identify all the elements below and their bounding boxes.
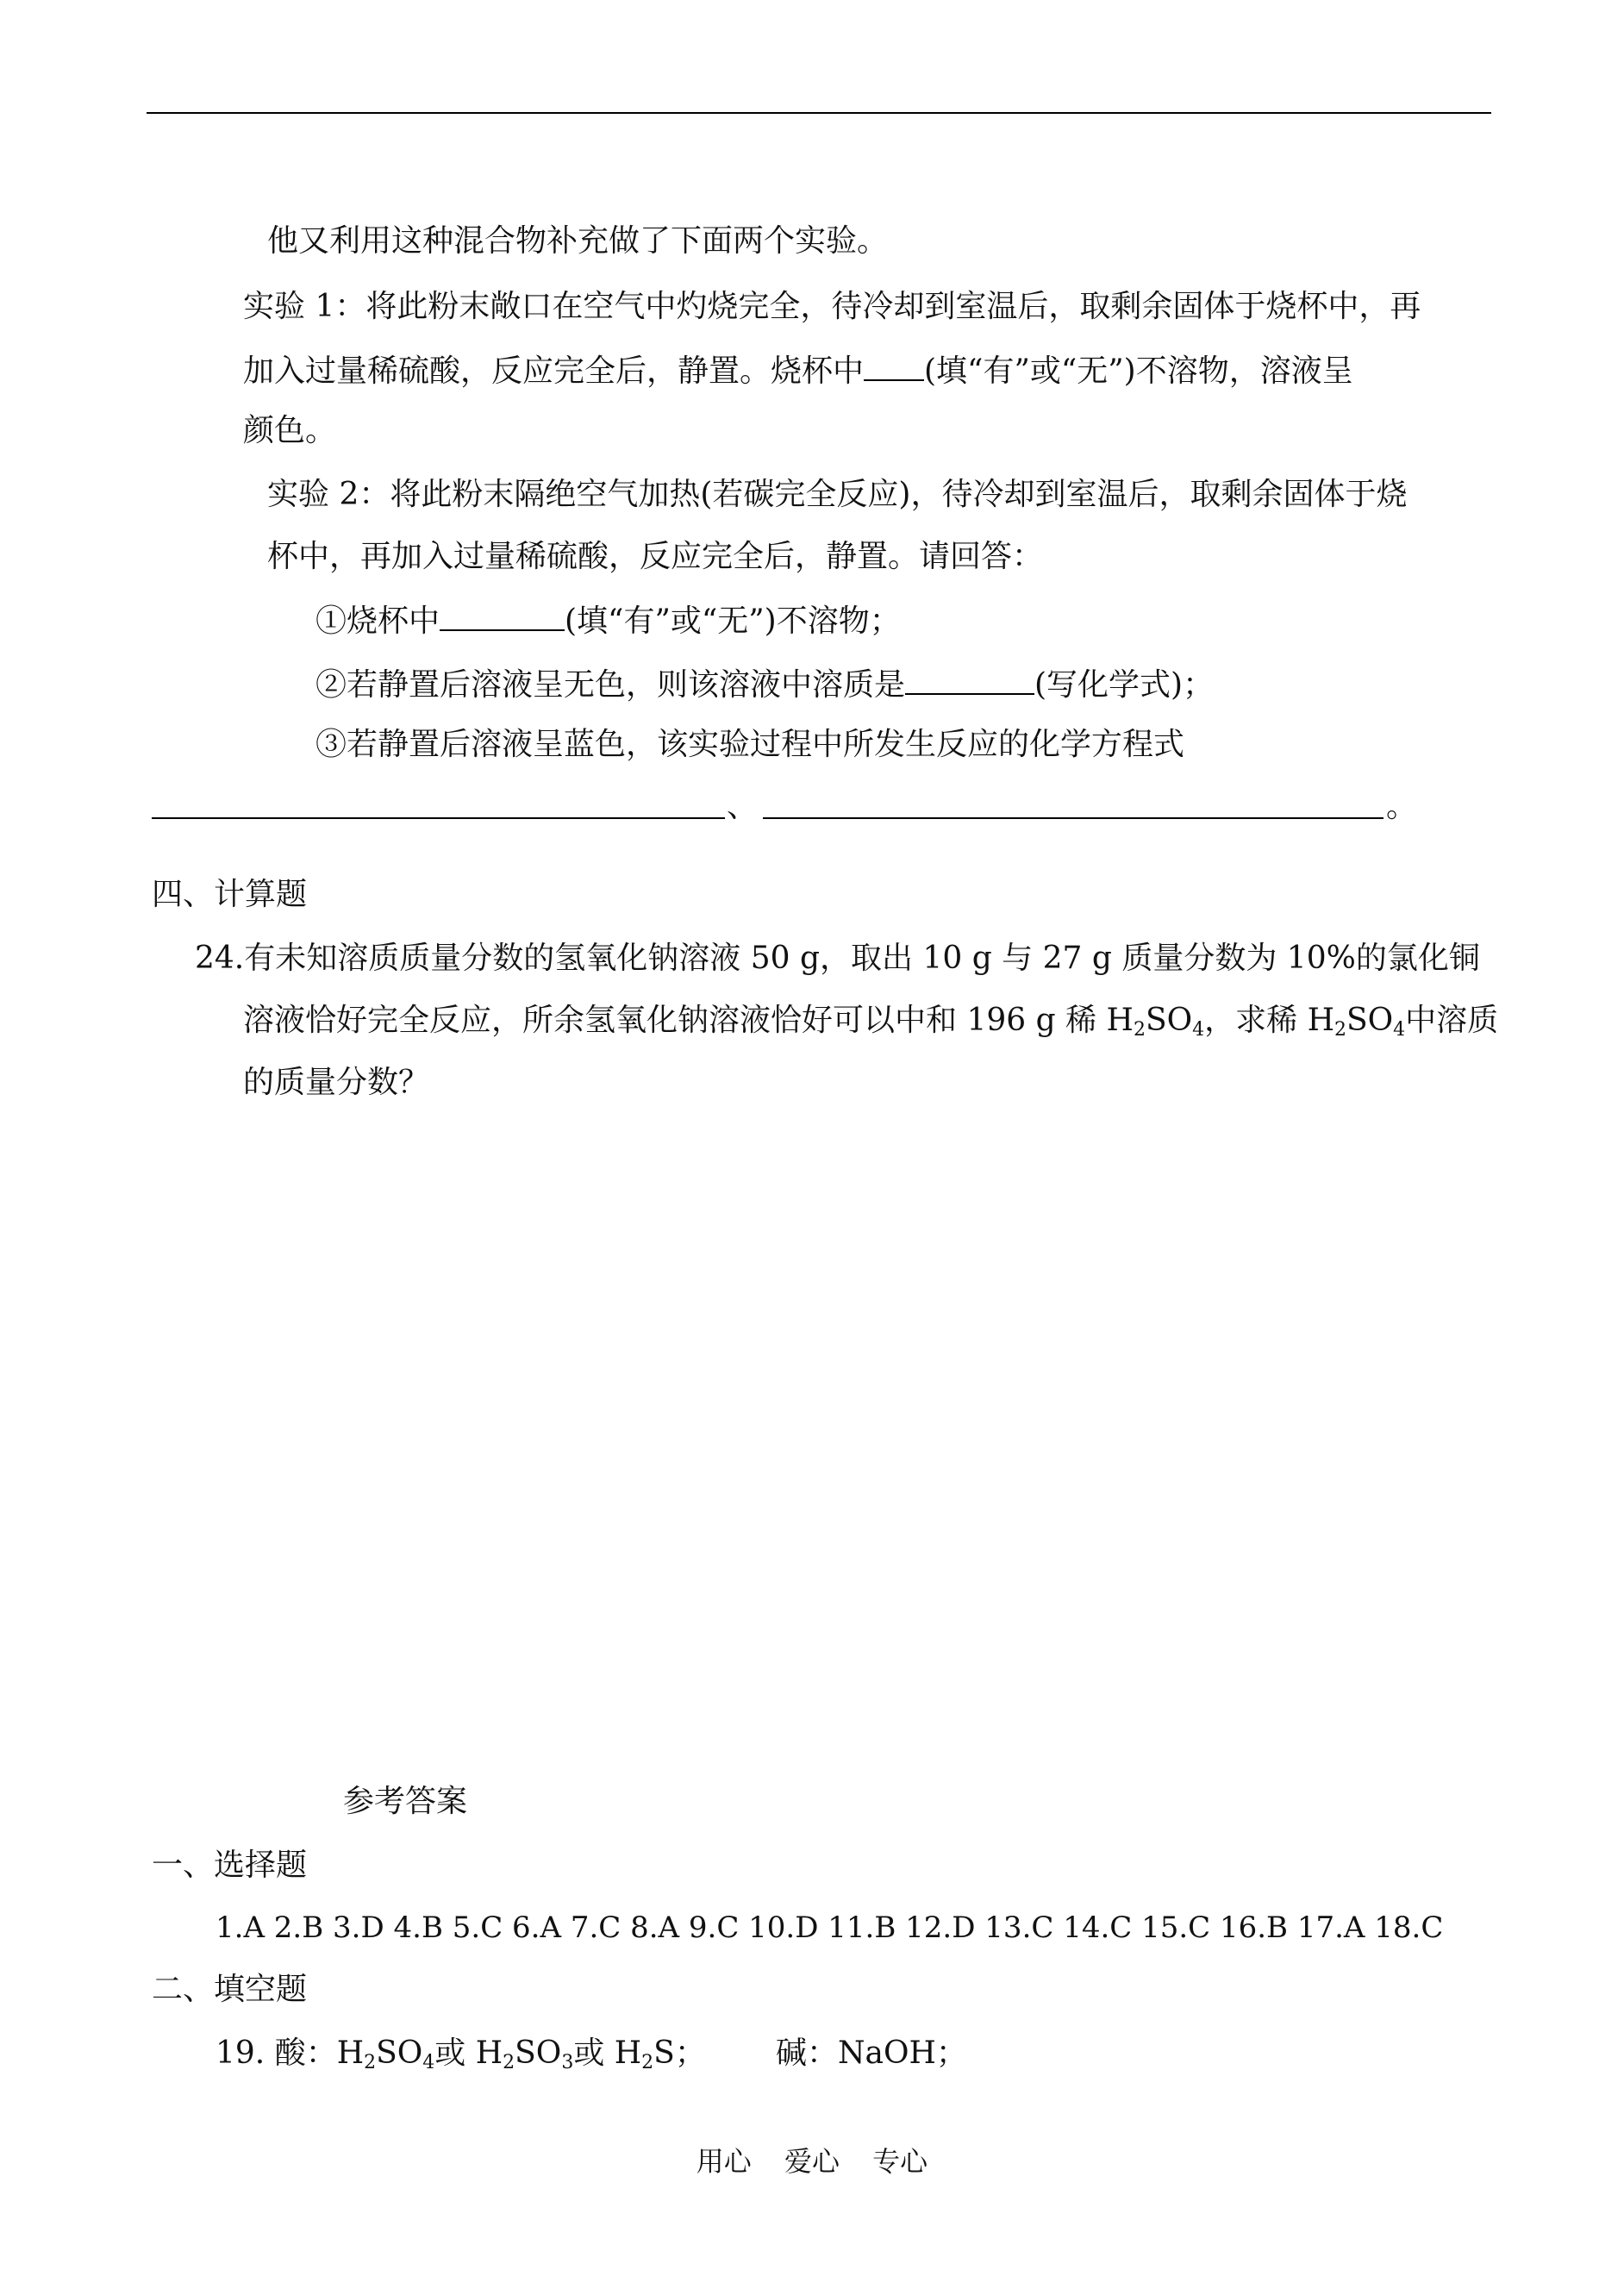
- q19-sub-2b: 2: [503, 2052, 515, 2073]
- exp2-q2-text-a: ②若静置后溶液呈无色，则该溶液中溶质是: [315, 667, 906, 703]
- q19-sub-3: 3: [561, 2052, 574, 2073]
- answers-s1-items: 1.A 2.B 3.D 4.B 5.C 6.A 7.C 8.A 9.C 10.D 11.B 12.D 13.C 14.C 15.C 16.B 17.A 18.C: [215, 1910, 1444, 1945]
- exp2-q1: [315, 598, 901, 642]
- q24-text-b: SO: [1145, 1003, 1193, 1038]
- page-footer: [0, 2140, 1624, 2179]
- q19-text-b: SO: [376, 2035, 423, 2071]
- q24-line1: 24.有未知溶质质量分数的氢氧化钠溶液 50 g，取出 10 g 与 27 g 质量分数为 10%的氯化铜: [195, 941, 1480, 976]
- equation-end: 。: [1386, 789, 1418, 824]
- q19-text-a: 19. 酸：H: [215, 2035, 365, 2071]
- exp1-blank-insoluble[interactable]: [864, 348, 924, 381]
- exp1-line2: [243, 348, 1353, 392]
- exp2-q1-blank[interactable]: [440, 598, 565, 631]
- q19-sub-2c: 2: [641, 2052, 654, 2073]
- exp2-line2: 杯中，再加入过量稀硫酸，反应完全后，静置。请回答：: [267, 539, 1044, 574]
- exp1-line3: 颜色。: [243, 413, 337, 448]
- exp2-q2: [315, 662, 1214, 706]
- exp2-q1-text-a: ①烧杯中: [315, 603, 440, 639]
- q24-sub-2a: 2: [1133, 1019, 1146, 1041]
- q24-sub-4a: 4: [1192, 1019, 1205, 1041]
- equation-blank-1[interactable]: [152, 817, 725, 819]
- q19-text-d: SO: [515, 2035, 562, 2071]
- footer-word-3: 专心: [872, 2145, 928, 2178]
- answers-q19-base: 碱：NaOH；: [776, 2035, 967, 2071]
- section4-title: 四、计算题: [152, 877, 308, 912]
- equation-separator: 、: [727, 789, 759, 824]
- answers-title: 参考答案: [343, 1784, 468, 1819]
- answers-q19: [215, 2033, 706, 2084]
- intro-line: 他又利用这种混合物补充做了下面两个实验。: [267, 223, 889, 259]
- q19-sub-4: 4: [422, 2052, 435, 2073]
- exp2-line1: 实验 2：将此粉末隔绝空气加热(若碳完全反应)，待冷却到室温后，取剩余固体于烧: [267, 477, 1408, 512]
- exp1-text-b: (填“有”或“无”)不溶物，溶液呈: [924, 353, 1353, 389]
- q24-line3: 的质量分数？: [243, 1065, 430, 1100]
- q24-text-a: 溶液恰好完全反应，所余氢氧化钠溶液恰好可以中和 196 g 稀 H: [243, 1003, 1134, 1038]
- q24-text-d: SO: [1346, 1003, 1394, 1038]
- header-rule: [147, 112, 1491, 114]
- answers-s2-title: 二、填空题: [152, 1972, 308, 2007]
- exp1-text-a: 加入过量稀硫酸，反应完全后，静置。烧杯中: [243, 353, 865, 389]
- answers-s1-title: 一、选择题: [152, 1848, 308, 1883]
- q19-sub-2a: 2: [364, 2052, 377, 2073]
- q24-text-e: 中溶质: [1405, 1003, 1499, 1038]
- exp2-q3: ③若静置后溶液呈蓝色，该实验过程中所发生反应的化学方程式: [315, 727, 1185, 762]
- q19-text-f: S；: [653, 2035, 706, 2071]
- equation-blank-2[interactable]: [763, 817, 1384, 819]
- q19-text-c: 或 H: [434, 2035, 503, 2071]
- q19-text-e: 或 H: [573, 2035, 642, 2071]
- exp2-q1-text-b: (填“有”或“无”)不溶物；: [565, 603, 901, 639]
- footer-word-1: 用心: [696, 2145, 752, 2178]
- q24-sub-4b: 4: [1393, 1019, 1406, 1041]
- exp2-q2-text-b: (写化学式)；: [1034, 667, 1215, 703]
- exp2-q2-blank[interactable]: [905, 662, 1034, 695]
- q24-sub-2b: 2: [1334, 1019, 1346, 1041]
- q24-line2: [243, 1000, 1498, 1051]
- q24-text-c: ，求稀 H: [1204, 1003, 1334, 1038]
- exp1-line1: 实验 1：将此粉末敞口在空气中灼烧完全，待冷却到室温后，取剩余固体于烧杯中，再: [243, 289, 1421, 324]
- footer-word-2: 爱心: [784, 2145, 840, 2178]
